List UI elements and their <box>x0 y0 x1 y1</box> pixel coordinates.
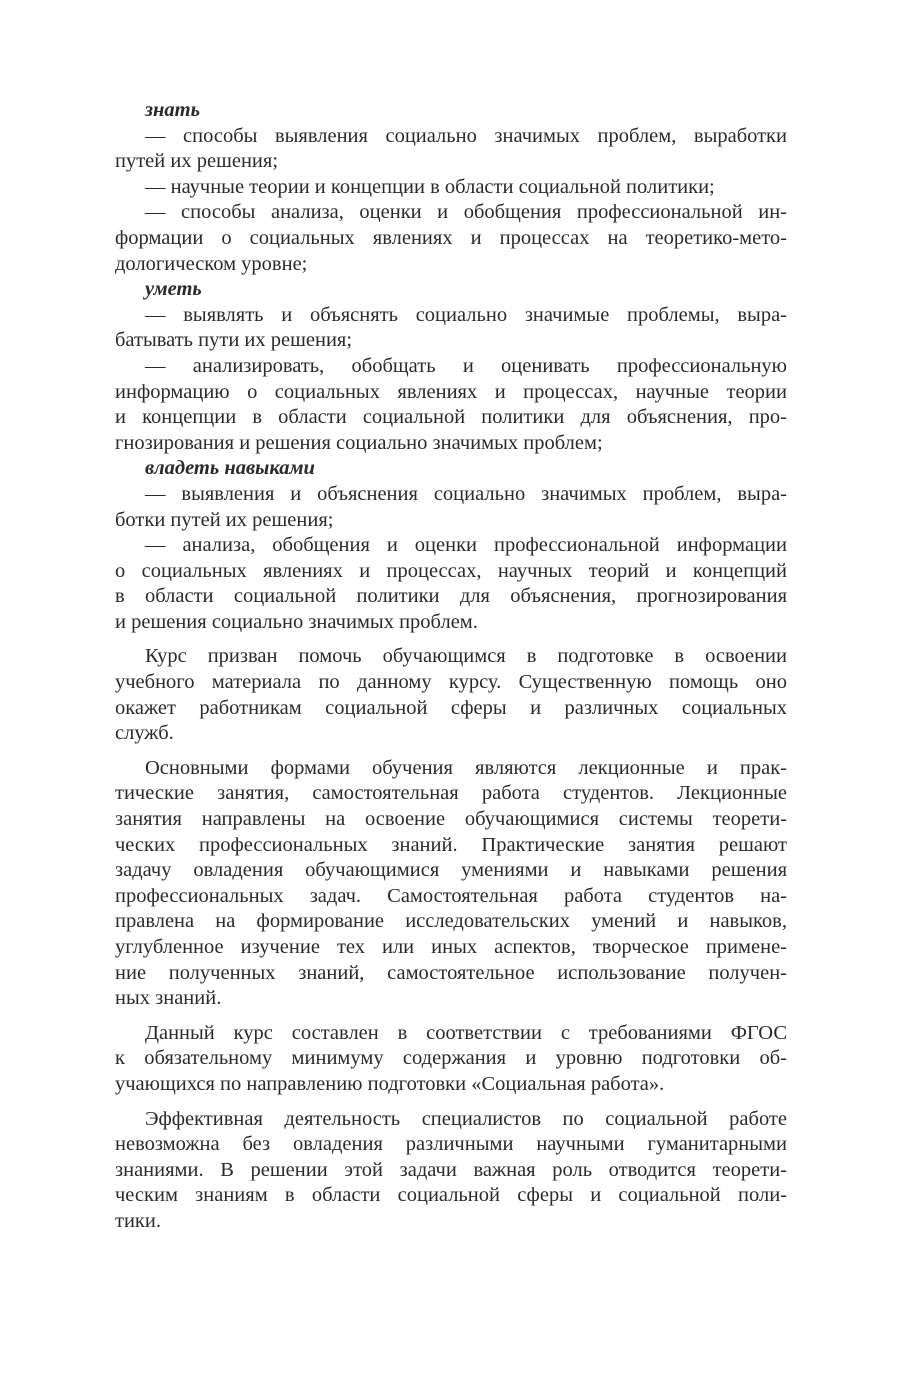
paragraph-line: ческим знаниям в области социальной сферы и социальной поли- <box>115 1184 787 1207</box>
list-item: — научные теории и концепции в области социальной политики; <box>145 175 715 198</box>
list-item-cont: и решения социально значимых проблем. <box>115 610 478 633</box>
paragraph-line: ние полученных знаний, самостоятельное использование получен- <box>115 961 787 984</box>
paragraph-line: ных знаний. <box>115 987 222 1010</box>
paragraph-spacer <box>115 1012 787 1021</box>
paragraph-line: учебного материала по данному курсу. Существенную помощь оно <box>115 671 787 694</box>
paragraph-line: Эффективная деятельность специалистов по социальной работе <box>145 1107 787 1130</box>
paragraph-line: служб. <box>115 722 174 745</box>
list-item-cont: ботки путей их решения; <box>115 508 334 531</box>
paragraph-line: задачу овладения обучающимися умениями и навыками решения <box>115 859 787 882</box>
paragraph-spacer <box>115 747 787 756</box>
list-item: — анализа, обобщения и оценки профессиональной информации <box>145 534 787 557</box>
paragraph-line: тики. <box>115 1209 161 1232</box>
list-item-cont: гнозирования и решения социально значимых проблем; <box>115 431 603 454</box>
list-item-cont: и концепции в области социальной политики для объяснения, про- <box>115 406 787 429</box>
paragraph-line: Данный курс составлен в соответствии с требованиями ФГОС <box>145 1021 787 1044</box>
list-item: — выявлять и объяснять социально значимые проблемы, выра- <box>145 303 787 326</box>
paragraph-spacer <box>115 635 787 644</box>
document-page <box>115 98 787 1235</box>
paragraph-line: знаниями. В решении этой задачи важная роль отводится теорети- <box>115 1158 787 1181</box>
paragraph-line: к обязательному минимуму содержания и уровню подготовки об- <box>115 1047 787 1070</box>
list-item-cont: в области социальной политики для объяснения, прогнозирования <box>115 585 787 608</box>
list-item-cont: информацию о социальных явлениях и процессах, научные теории <box>115 380 787 403</box>
paragraph-line: тические занятия, самостоятельная работа студентов. Лекционные <box>115 782 787 805</box>
paragraph-line: невозможна без овладения различными научными гуманитарными <box>115 1133 787 1156</box>
paragraph-line: правлена на формирование исследовательских умений и навыков, <box>115 910 787 933</box>
list-item: — выявления и объяснения социально значимых проблем, выра- <box>145 482 787 505</box>
list-item-cont: дологическом уровне; <box>115 252 308 275</box>
section-heading-znat: знать <box>145 99 200 121</box>
list-item: — способы анализа, оценки и обобщения профессиональной ин- <box>145 201 787 224</box>
paragraph-line: Основными формами обучения являются лекционные и прак- <box>145 756 787 779</box>
paragraph-line: углубленное изучение тех или иных аспектов, творческое примене- <box>115 936 787 958</box>
paragraph-line: ческих профессиональных знаний. Практические занятия решают <box>115 833 787 856</box>
list-item-cont: путей их решения; <box>115 150 279 173</box>
paragraph-line: занятия направлены на освоение обучающимися системы теорети- <box>115 808 787 831</box>
paragraph-line: окажет работникам социальной сферы и различных социальных <box>115 696 787 719</box>
list-item-cont: о социальных явлениях и процессах, научных теорий и концепций <box>115 559 787 582</box>
paragraph-line: учающихся по направлению подготовки «Социальная работа». <box>115 1072 665 1095</box>
list-item-cont: формации о социальных явлениях и процессах на теоретико-мето- <box>115 226 787 249</box>
paragraph-spacer <box>115 1098 787 1107</box>
section-heading-vladet: владеть навыками <box>145 457 315 480</box>
section-heading-umet: уметь <box>145 278 202 301</box>
list-item: — способы выявления социально значимых проблем, выработки <box>145 124 787 147</box>
list-item: — анализировать, обобщать и оценивать профессиональную <box>145 354 787 377</box>
paragraph-line: профессиональных задач. Самостоятельная работа студентов на- <box>115 884 787 907</box>
paragraph-line: Курс призван помочь обучающимся в подготовке в освоении <box>145 645 787 668</box>
list-item-cont: батывать пути их решения; <box>115 329 353 352</box>
